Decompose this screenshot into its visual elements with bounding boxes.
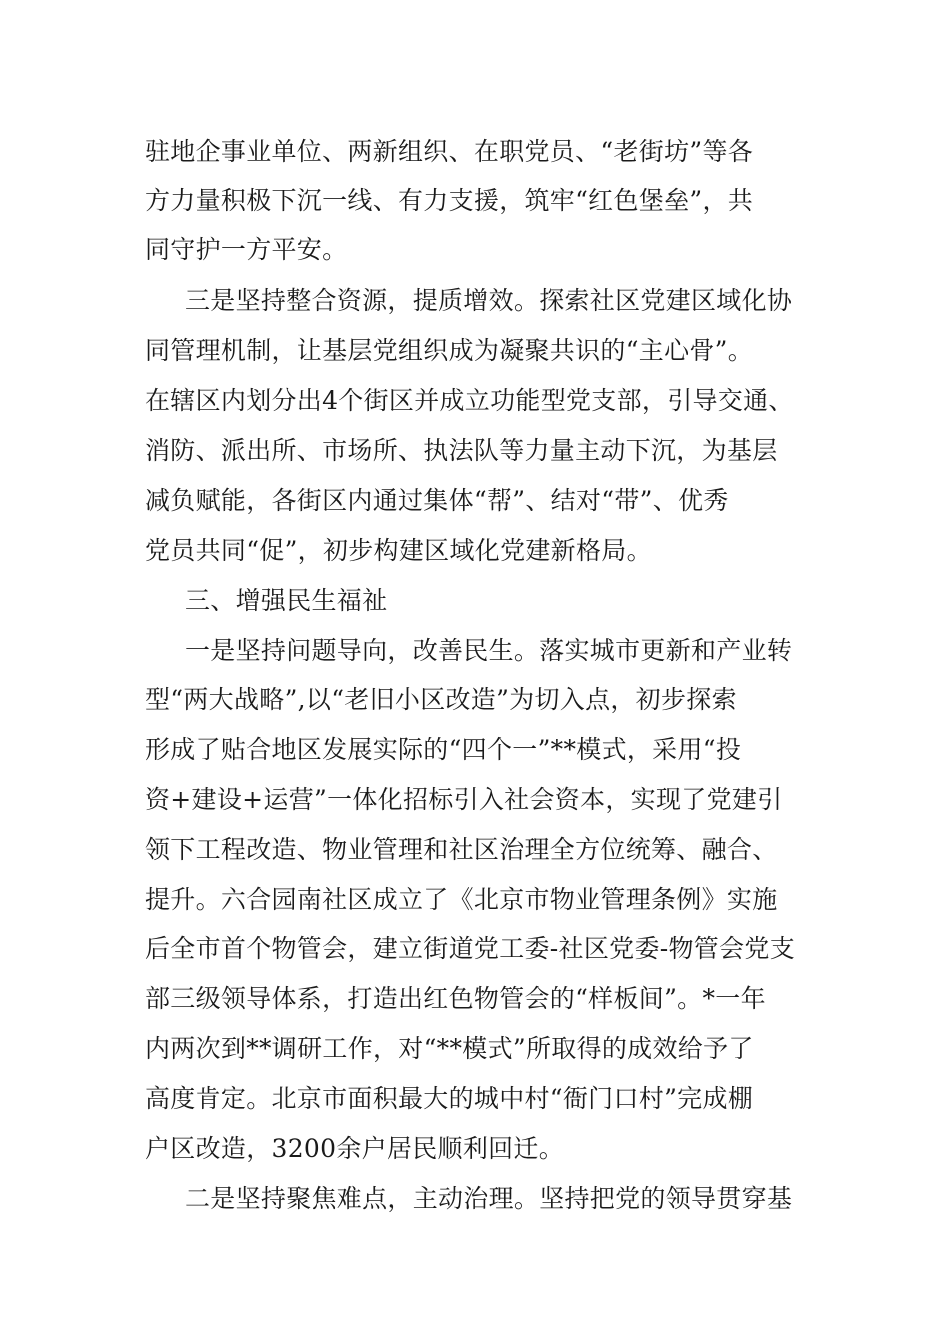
paragraph-line: 同守护一方平安。 [145, 235, 348, 264]
paragraph-line: 型“两大战略”,以“老旧小区改造”为切入点，初步探索 [145, 685, 737, 714]
paragraph-line: 方力量积极下沉一线、有力支援，筑牢“红色堡垒”，共 [145, 186, 754, 215]
paragraph-line: 后全市首个物管会，建立街道党工委-社区党委-物管会党支 [145, 934, 795, 963]
paragraph-line: 户区改造，3200余户居民顺利回迁。 [145, 1134, 565, 1163]
paragraph-line: 资+建设+运营”一体化招标引入社会资本，实现了党建引 [145, 785, 783, 814]
paragraph-line: 在辖区内划分出4个街区并成立功能型党支部，引导交通、 [145, 386, 794, 415]
paragraph-line: 领下工程改造、物业管理和社区治理全方位统筹、融合、 [145, 835, 778, 864]
paragraph-line: 三是坚持整合资源，提质增效。探索社区党建区域化协 [185, 286, 793, 315]
paragraph-line: 消防、派出所、市场所、执法队等力量主动下沉，为基层 [145, 436, 778, 465]
paragraph-line: 提升。六合园南社区成立了《北京市物业管理条例》实施 [145, 885, 778, 914]
paragraph-line: 一是坚持问题导向，改善民生。落实城市更新和产业转 [185, 636, 793, 665]
paragraph-line: 减负赋能，各街区内通过集体“帮”、结对“带”、优秀 [145, 486, 729, 515]
section-heading: 三、增强民生福祉 [185, 586, 388, 615]
paragraph-line: 内两次到**调研工作，对“**模式”所取得的成效给予了 [145, 1034, 754, 1063]
paragraph-line: 党员共同“促”，初步构建区域化党建新格局。 [145, 536, 652, 565]
paragraph-line: 同管理机制，让基层党组织成为凝聚共识的“主心骨”。 [145, 336, 754, 365]
paragraph-line: 二是坚持聚焦难点，主动治理。坚持把党的领导贯穿基 [185, 1184, 793, 1213]
paragraph-line: 形成了贴合地区发展实际的“四个一”**模式，采用“投 [145, 735, 742, 764]
paragraph-line: 驻地企事业单位、两新组织、在职党员、“老街坊”等各 [145, 137, 754, 166]
paragraph-line: 高度肯定。北京市面积最大的城中村“衙门口村”完成棚 [145, 1084, 754, 1113]
paragraph-line: 部三级领导体系，打造出红色物管会的“样板间”。*一年 [145, 984, 766, 1013]
